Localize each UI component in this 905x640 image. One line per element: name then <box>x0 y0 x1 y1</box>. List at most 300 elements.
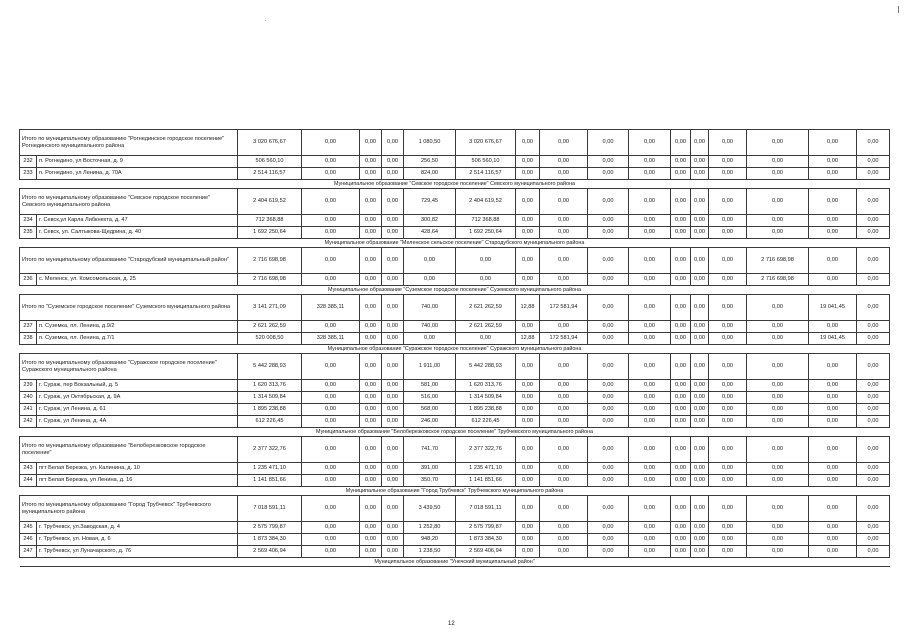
value-cell: 0,00 <box>671 475 691 487</box>
value-cell: 581,00 <box>404 380 456 392</box>
value-cell: 0,00 <box>516 227 540 239</box>
value-cell: 0,00 <box>540 156 588 168</box>
value-cell: 0,00 <box>588 248 629 274</box>
value-cell: 0,00 <box>516 189 540 215</box>
value-cell: 0,00 <box>302 437 360 463</box>
address-cell: пгт Белая Березка, ул. Калинина, д. 10 <box>37 463 238 475</box>
address-cell: п. Рогнедино, ул Восточная, д. 9 <box>37 156 238 168</box>
total-row <box>20 295 890 321</box>
row-number: 234 <box>20 215 37 227</box>
value-cell: 506 560,10 <box>238 156 302 168</box>
value-cell: 2 377 322,76 <box>238 437 302 463</box>
address-cell: г. Сураж, ул Октябрьская, д. 9А <box>37 392 238 404</box>
value-cell: 0,00 <box>516 321 540 333</box>
value-cell: 0,00 <box>671 437 691 463</box>
value-cell: 0,00 <box>588 380 629 392</box>
register-table-container <box>19 129 890 567</box>
value-cell: 0,00 <box>629 404 671 416</box>
value-cell: 0,00 <box>671 392 691 404</box>
value-cell: 2 716 698,98 <box>238 248 302 274</box>
value-cell: 0,00 <box>809 404 857 416</box>
section-header-row <box>20 286 890 295</box>
value-cell: 0,00 <box>691 215 709 227</box>
value-cell: 0,00 <box>629 496 671 522</box>
value-cell: 3 020 676,67 <box>238 130 302 156</box>
total-label: Итого по муниципальному образованию "Город Трубчевск" Трубчевского муниципального района <box>20 496 238 522</box>
value-cell: 0,00 <box>456 274 516 286</box>
value-cell: 0,00 <box>382 354 404 380</box>
value-cell: 0,00 <box>809 416 857 428</box>
value-cell: 0,00 <box>709 168 747 180</box>
table-row <box>20 522 890 534</box>
value-cell: 2 716 698,98 <box>238 274 302 286</box>
value-cell: 0,00 <box>671 380 691 392</box>
value-cell: 740,00 <box>404 321 456 333</box>
value-cell: 0,00 <box>588 522 629 534</box>
value-cell: 0,00 <box>691 380 709 392</box>
value-cell: 740,00 <box>404 295 456 321</box>
table-row <box>20 168 890 180</box>
value-cell: 2 569 406,94 <box>238 546 302 558</box>
value-cell: 0,00 <box>691 168 709 180</box>
section-header-row <box>20 558 890 567</box>
value-cell: 0,00 <box>629 130 671 156</box>
value-cell: 0,00 <box>588 546 629 558</box>
row-number: 235 <box>20 227 37 239</box>
total-row <box>20 437 890 463</box>
section-title: Муниципальное образование "Суражское городское поселение" Суражского муниципального района <box>20 345 890 354</box>
value-cell: 172 581,94 <box>540 333 588 345</box>
value-cell: 1 895 238,88 <box>238 404 302 416</box>
value-cell: 0,00 <box>516 463 540 475</box>
value-cell: 0,00 <box>747 522 809 534</box>
value-cell: 0,00 <box>747 168 809 180</box>
value-cell: 0,00 <box>540 404 588 416</box>
value-cell: 1 141 851,66 <box>238 475 302 487</box>
value-cell: 0,00 <box>516 522 540 534</box>
value-cell: 0,00 <box>747 404 809 416</box>
value-cell: 0,00 <box>588 189 629 215</box>
value-cell: 2 621 262,59 <box>238 321 302 333</box>
value-cell: 0,00 <box>809 437 857 463</box>
table-row <box>20 546 890 558</box>
value-cell: 0,00 <box>302 156 360 168</box>
value-cell: 0,00 <box>540 546 588 558</box>
value-cell: 246,00 <box>404 416 456 428</box>
value-cell: 0,00 <box>588 534 629 546</box>
value-cell: 0,00 <box>809 475 857 487</box>
value-cell: 0,00 <box>691 496 709 522</box>
value-cell: 948,20 <box>404 534 456 546</box>
value-cell: 0,00 <box>809 168 857 180</box>
value-cell: 0,00 <box>588 321 629 333</box>
value-cell: 0,00 <box>747 416 809 428</box>
value-cell: 0,00 <box>302 416 360 428</box>
value-cell: 0,00 <box>516 437 540 463</box>
value-cell: 516,00 <box>404 392 456 404</box>
value-cell: 2 404 619,52 <box>238 189 302 215</box>
value-cell: 0,00 <box>302 248 360 274</box>
value-cell: 0,00 <box>857 496 890 522</box>
value-cell: 0,00 <box>302 496 360 522</box>
value-cell: 0,00 <box>360 295 382 321</box>
address-cell: п. Суземка, пл. Ленина, д.9/2 <box>37 321 238 333</box>
value-cell: 0,00 <box>629 248 671 274</box>
value-cell: 0,00 <box>540 437 588 463</box>
value-cell: 2 575 799,87 <box>238 522 302 534</box>
value-cell: 0,00 <box>709 227 747 239</box>
value-cell: 0,00 <box>302 392 360 404</box>
total-row <box>20 496 890 522</box>
total-row <box>20 130 890 156</box>
value-cell: 0,00 <box>671 333 691 345</box>
value-cell: 0,00 <box>709 522 747 534</box>
value-cell: 0,00 <box>747 227 809 239</box>
value-cell: 0,00 <box>360 156 382 168</box>
value-cell: 0,00 <box>516 416 540 428</box>
value-cell: 0,00 <box>382 321 404 333</box>
value-cell: 0,00 <box>404 333 456 345</box>
value-cell: 0,00 <box>709 416 747 428</box>
address-cell: п. Суземка, пл. Ленина, д.7/1 <box>37 333 238 345</box>
value-cell: 729,45 <box>404 189 456 215</box>
value-cell: 0,00 <box>857 354 890 380</box>
value-cell: 0,00 <box>629 475 671 487</box>
value-cell: 0,00 <box>671 215 691 227</box>
total-row <box>20 354 890 380</box>
value-cell: 0,00 <box>382 168 404 180</box>
value-cell: 2 575 799,87 <box>456 522 516 534</box>
value-cell: 0,00 <box>671 546 691 558</box>
value-cell: 0,00 <box>629 168 671 180</box>
value-cell: 0,00 <box>691 156 709 168</box>
value-cell: 0,00 <box>588 156 629 168</box>
value-cell: 0,00 <box>382 546 404 558</box>
value-cell: 0,00 <box>360 534 382 546</box>
value-cell: 0,00 <box>302 475 360 487</box>
value-cell: 0,00 <box>857 189 890 215</box>
value-cell: 2 621 262,59 <box>456 321 516 333</box>
value-cell: 0,00 <box>691 333 709 345</box>
value-cell: 0,00 <box>857 156 890 168</box>
value-cell: 0,00 <box>302 215 360 227</box>
value-cell: 300,82 <box>404 215 456 227</box>
address-cell: г. Трубчевск, ул. Новая, д. 6 <box>37 534 238 546</box>
total-label: Итого по муниципальному образованию "Рогнединское городское поселение" Рогнединского муниципального района <box>20 130 238 156</box>
total-row <box>20 248 890 274</box>
value-cell: 0,00 <box>516 546 540 558</box>
value-cell: 0,00 <box>747 321 809 333</box>
value-cell: 1 314 509,84 <box>238 392 302 404</box>
value-cell: 350,70 <box>404 475 456 487</box>
row-number: 236 <box>20 274 37 286</box>
value-cell: 0,00 <box>857 475 890 487</box>
value-cell: 0,00 <box>360 248 382 274</box>
table-row <box>20 321 890 333</box>
table-row <box>20 215 890 227</box>
value-cell: 0,00 <box>747 333 809 345</box>
value-cell: 568,00 <box>404 404 456 416</box>
value-cell: 0,00 <box>540 534 588 546</box>
value-cell: 0,00 <box>709 295 747 321</box>
value-cell: 0,00 <box>382 156 404 168</box>
value-cell: 0,00 <box>302 534 360 546</box>
value-cell: 19 041,45 <box>809 333 857 345</box>
section-title: Муниципальное образование "Севское городское поселение" Севского муниципального района <box>20 180 890 189</box>
value-cell: 0,00 <box>360 416 382 428</box>
value-cell: 0,00 <box>540 274 588 286</box>
value-cell: 328 385,11 <box>302 295 360 321</box>
value-cell: 0,00 <box>360 130 382 156</box>
value-cell: 0,00 <box>671 130 691 156</box>
value-cell: 0,00 <box>629 215 671 227</box>
value-cell: 1 314 509,84 <box>456 392 516 404</box>
value-cell: 0,00 <box>540 522 588 534</box>
value-cell: 0,00 <box>857 416 890 428</box>
value-cell: 0,00 <box>857 546 890 558</box>
value-cell: 0,00 <box>360 522 382 534</box>
value-cell: 0,00 <box>382 522 404 534</box>
value-cell: 1 238,50 <box>404 546 456 558</box>
value-cell: 0,00 <box>516 380 540 392</box>
value-cell: 0,00 <box>709 248 747 274</box>
value-cell: 0,00 <box>809 215 857 227</box>
value-cell: 0,00 <box>588 392 629 404</box>
value-cell: 2 514 116,57 <box>238 168 302 180</box>
value-cell: 0,00 <box>691 274 709 286</box>
table-row <box>20 463 890 475</box>
value-cell: 1 895 238,88 <box>456 404 516 416</box>
value-cell: 0,00 <box>382 333 404 345</box>
value-cell: 0,00 <box>629 189 671 215</box>
table-row <box>20 392 890 404</box>
value-cell: 0,00 <box>691 392 709 404</box>
value-cell: 0,00 <box>629 354 671 380</box>
value-cell: 0,00 <box>302 522 360 534</box>
value-cell: 0,00 <box>360 215 382 227</box>
value-cell: 0,00 <box>709 463 747 475</box>
value-cell: 2 377 322,76 <box>456 437 516 463</box>
value-cell: 0,00 <box>809 463 857 475</box>
value-cell: 0,00 <box>629 333 671 345</box>
value-cell: 0,00 <box>857 215 890 227</box>
value-cell: 0,00 <box>588 130 629 156</box>
value-cell: 0,00 <box>629 522 671 534</box>
value-cell: 0,00 <box>540 392 588 404</box>
total-label: Итого по муниципальному образованию "Севское городское поселение" Севского муниципального района <box>20 189 238 215</box>
address-cell: г. Сураж, пер Вокзальный, д. 5 <box>37 380 238 392</box>
value-cell: 0,00 <box>857 437 890 463</box>
value-cell: 0,00 <box>360 274 382 286</box>
value-cell: 0,00 <box>516 534 540 546</box>
value-cell: 0,00 <box>809 227 857 239</box>
value-cell: 0,00 <box>516 475 540 487</box>
table-row <box>20 534 890 546</box>
address-cell: п. Рогнедино, ул Ленина, д. 70А <box>37 168 238 180</box>
value-cell: 328 385,11 <box>302 333 360 345</box>
value-cell: 2 716 698,98 <box>747 248 809 274</box>
row-number: 233 <box>20 168 37 180</box>
value-cell: 0,00 <box>709 437 747 463</box>
value-cell: 0,00 <box>747 354 809 380</box>
value-cell: 1 252,80 <box>404 522 456 534</box>
value-cell: 0,00 <box>809 534 857 546</box>
value-cell: 0,00 <box>588 168 629 180</box>
value-cell: 0,00 <box>540 475 588 487</box>
value-cell: 0,00 <box>404 274 456 286</box>
table-row <box>20 380 890 392</box>
value-cell: 0,00 <box>809 130 857 156</box>
value-cell: 0,00 <box>747 130 809 156</box>
value-cell: 0,00 <box>540 227 588 239</box>
address-cell: г. Сураж, ул Ленина, д. 61 <box>37 404 238 416</box>
value-cell: 0,00 <box>629 416 671 428</box>
value-cell: 0,00 <box>671 156 691 168</box>
value-cell: 7 018 591,11 <box>456 496 516 522</box>
value-cell: 0,00 <box>540 463 588 475</box>
value-cell: 0,00 <box>629 546 671 558</box>
value-cell: 0,00 <box>691 189 709 215</box>
value-cell: 0,00 <box>671 354 691 380</box>
value-cell: 0,00 <box>382 475 404 487</box>
value-cell: 0,00 <box>857 227 890 239</box>
value-cell: 0,00 <box>691 354 709 380</box>
value-cell: 0,00 <box>629 463 671 475</box>
section-header-row <box>20 428 890 437</box>
value-cell: 0,00 <box>540 215 588 227</box>
address-cell: г. Севск, ул. Салтыкова-Щедрина, д. 40 <box>37 227 238 239</box>
scan-dot <box>265 20 266 21</box>
value-cell: 0,00 <box>671 248 691 274</box>
value-cell: 0,00 <box>360 333 382 345</box>
value-cell: 0,00 <box>809 274 857 286</box>
value-cell: 741,70 <box>404 437 456 463</box>
value-cell: 0,00 <box>857 168 890 180</box>
value-cell: 0,00 <box>747 546 809 558</box>
value-cell: 0,00 <box>588 354 629 380</box>
value-cell: 0,00 <box>516 248 540 274</box>
address-cell: с. Меленск, ул. Комсомольская, д. 25 <box>37 274 238 286</box>
value-cell: 0,00 <box>671 168 691 180</box>
value-cell: 12,88 <box>516 333 540 345</box>
value-cell: 0,00 <box>809 354 857 380</box>
table-row <box>20 416 890 428</box>
value-cell: 0,00 <box>302 463 360 475</box>
value-cell: 0,00 <box>302 404 360 416</box>
value-cell: 0,00 <box>302 168 360 180</box>
row-number: 245 <box>20 522 37 534</box>
value-cell: 0,00 <box>382 437 404 463</box>
value-cell: 0,00 <box>709 189 747 215</box>
value-cell: 0,00 <box>709 130 747 156</box>
value-cell: 0,00 <box>540 416 588 428</box>
value-cell: 0,00 <box>540 354 588 380</box>
value-cell: 0,00 <box>382 227 404 239</box>
value-cell: 0,00 <box>588 215 629 227</box>
value-cell: 0,00 <box>691 321 709 333</box>
section-title: Муниципальное образование "Город Трубчевск" Трубчевского муниципального района <box>20 487 890 496</box>
value-cell: 0,00 <box>456 248 516 274</box>
value-cell: 0,00 <box>516 274 540 286</box>
value-cell: 2 621 262,59 <box>456 295 516 321</box>
value-cell: 172 581,94 <box>540 295 588 321</box>
register-table <box>19 129 890 567</box>
value-cell: 0,00 <box>360 168 382 180</box>
row-number: 232 <box>20 156 37 168</box>
value-cell: 712 368,88 <box>238 215 302 227</box>
value-cell: 7 018 591,11 <box>238 496 302 522</box>
value-cell: 0,00 <box>629 295 671 321</box>
address-cell: г. Севск,ул Карла Либкнехта, д. 47 <box>37 215 238 227</box>
value-cell: 0,00 <box>671 189 691 215</box>
address-cell: г. Сураж, ул Ленина, д. 4А <box>37 416 238 428</box>
table-row <box>20 333 890 345</box>
value-cell: 1 080,50 <box>404 130 456 156</box>
value-cell: 0,00 <box>671 522 691 534</box>
value-cell: 3 141 271,09 <box>238 295 302 321</box>
value-cell: 2 569 406,94 <box>456 546 516 558</box>
value-cell: 0,00 <box>360 437 382 463</box>
value-cell: 612 226,45 <box>456 416 516 428</box>
value-cell: 0,00 <box>671 416 691 428</box>
value-cell: 0,00 <box>709 392 747 404</box>
value-cell: 0,00 <box>809 156 857 168</box>
value-cell: 0,00 <box>382 496 404 522</box>
value-cell: 0,00 <box>516 496 540 522</box>
value-cell: 0,00 <box>540 189 588 215</box>
value-cell: 0,00 <box>382 189 404 215</box>
value-cell: 0,00 <box>857 274 890 286</box>
value-cell: 0,00 <box>360 321 382 333</box>
value-cell: 1 235 471,10 <box>238 463 302 475</box>
value-cell: 428,64 <box>404 227 456 239</box>
value-cell: 0,00 <box>747 380 809 392</box>
value-cell: 0,00 <box>747 392 809 404</box>
value-cell: 2 716 698,98 <box>747 274 809 286</box>
scan-edge-mark <box>898 6 899 13</box>
value-cell: 0,00 <box>302 189 360 215</box>
value-cell: 2 404 619,52 <box>456 189 516 215</box>
value-cell: 0,00 <box>691 248 709 274</box>
row-number: 246 <box>20 534 37 546</box>
row-number: 242 <box>20 416 37 428</box>
value-cell: 0,00 <box>516 168 540 180</box>
value-cell: 0,00 <box>302 274 360 286</box>
value-cell: 0,00 <box>691 546 709 558</box>
section-header-row <box>20 487 890 496</box>
value-cell: 0,00 <box>691 463 709 475</box>
value-cell: 1 873 384,30 <box>456 534 516 546</box>
value-cell: 0,00 <box>360 404 382 416</box>
value-cell: 5 442 288,93 <box>456 354 516 380</box>
value-cell: 0,00 <box>809 189 857 215</box>
value-cell: 0,00 <box>809 321 857 333</box>
value-cell: 0,00 <box>709 156 747 168</box>
value-cell: 1 620 313,76 <box>456 380 516 392</box>
value-cell: 0,00 <box>747 437 809 463</box>
value-cell: 0,00 <box>857 380 890 392</box>
value-cell: 1 873 384,30 <box>238 534 302 546</box>
value-cell: 0,00 <box>857 534 890 546</box>
value-cell: 0,00 <box>516 156 540 168</box>
value-cell: 506 560,10 <box>456 156 516 168</box>
value-cell: 0,00 <box>629 380 671 392</box>
row-number: 240 <box>20 392 37 404</box>
value-cell: 0,00 <box>516 215 540 227</box>
row-number: 237 <box>20 321 37 333</box>
total-label: Итого по муниципальному образованию "Белоберезковское городское поселение" <box>20 437 238 463</box>
total-row <box>20 189 890 215</box>
